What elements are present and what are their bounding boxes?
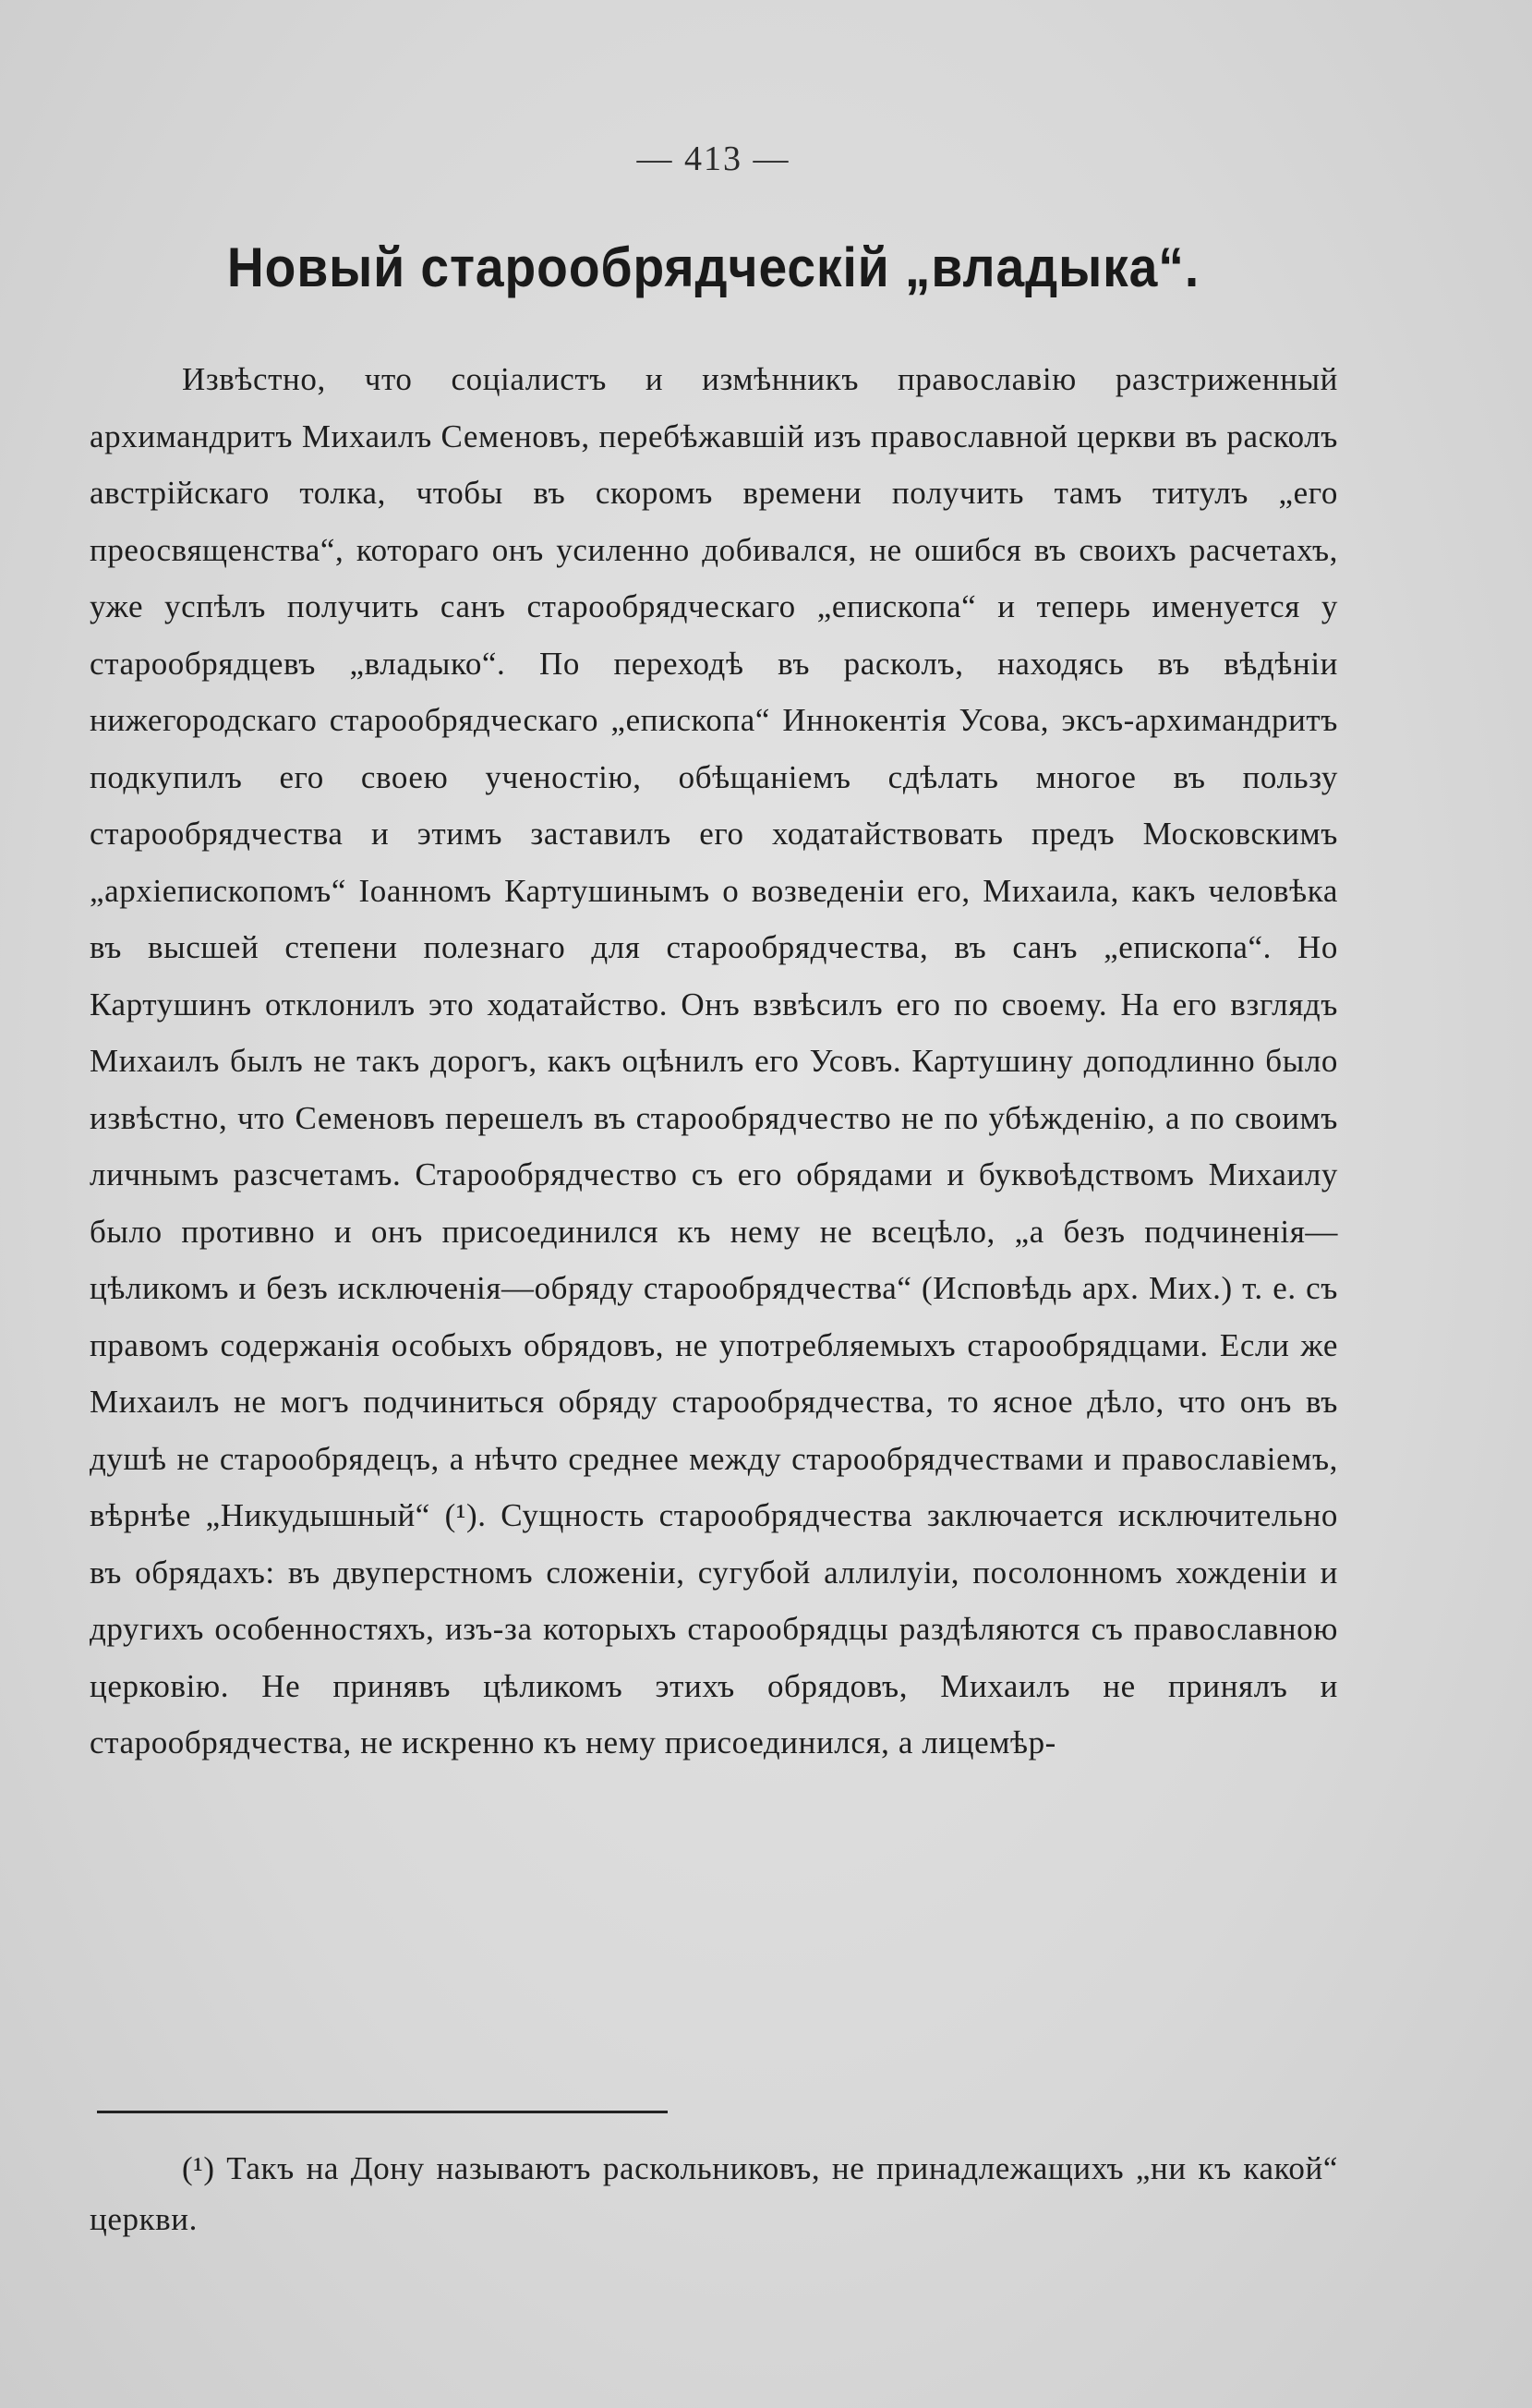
page-number: — 413 —: [636, 139, 790, 178]
footnote-divider: [97, 2111, 668, 2113]
footnote: (¹) Такъ на Дону называютъ раскольниковъ, не принадлежащихъ „ни къ какой“ церкви.: [90, 2150, 1338, 2237]
body-paragraph: Извѣстно, что соціалистъ и измѣнникъ православію разстриженный архимандритъ Михаилъ Семеновъ, перебѣжавшій изъ православной церкви въ расколъ австрійскаго толка, чтобы въ скоромъ времени получить тамъ титулъ „его преосвященства“, котораго онъ усиленно добивался, не ошибся въ своихъ расчетахъ, уже успѣлъ получить санъ старообрядческаго „епископа“ и теперь именуется у старообрядцевъ „владыко“. По переходѣ въ расколъ, находясь въ вѣдѣніи нижегородскаго старообрядческаго „епископа“ Иннокентія Усова, эксъ-архимандритъ подкупилъ его своею ученостію, обѣщаніемъ сдѣлать многое въ пользу старообрядчества и этимъ заставилъ его ходатайствовать предъ Московскимъ „архіепископомъ“ Іоанномъ Картушинымъ о возведеніи его, Михаила, какъ человѣка въ высшей степени полезнаго для старообрядчества, въ санъ „епископа“. Но Картушинъ отклонилъ это ходатайство. Онъ взвѣсилъ его по своему. На его взглядъ Михаилъ былъ не такъ дорогъ, какъ оцѣнилъ его Усовъ. Картушину доподлинно было извѣстно, что Семеновъ перешелъ въ старообрядчество не по убѣжденію, а по своимъ личнымъ разсчетамъ. Старообрядчество съ его обрядами и буквоѣдствомъ Михаилу было противно и онъ присоединился къ нему не всецѣло, „а безъ подчиненія—цѣликомъ и безъ исключенія—обряду старообрядчества“ (Исповѣдь арх. Мих.) т. е. съ правомъ содержанія особыхъ обрядовъ, не употребляемыхъ старообрядцами. Если же Михаилъ не могъ подчиниться обряду старообрядчества, то ясное дѣло, что онъ въ душѣ не старообрядецъ, а нѣчто среднее между старообрядчествами и православіемъ, вѣрнѣе „Никудышный“ (¹). Сущность старообрядчества заключается исключительно въ обрядахъ: въ двуперстномъ сложеніи, сугубой аллилуіи, посолонномъ хожденіи и другихъ особенностяхъ, изъ-за которыхъ старообрядцы раздѣляются съ православною церковію. Не принявъ цѣликомъ этихъ обрядовъ, Михаилъ не принялъ и старообрядчества, не искренно къ нему присоединился, а лицемѣр-: [90, 361, 1338, 1761]
chapter-title: Новый старообрядческій „владыка“.: [226, 236, 1200, 298]
